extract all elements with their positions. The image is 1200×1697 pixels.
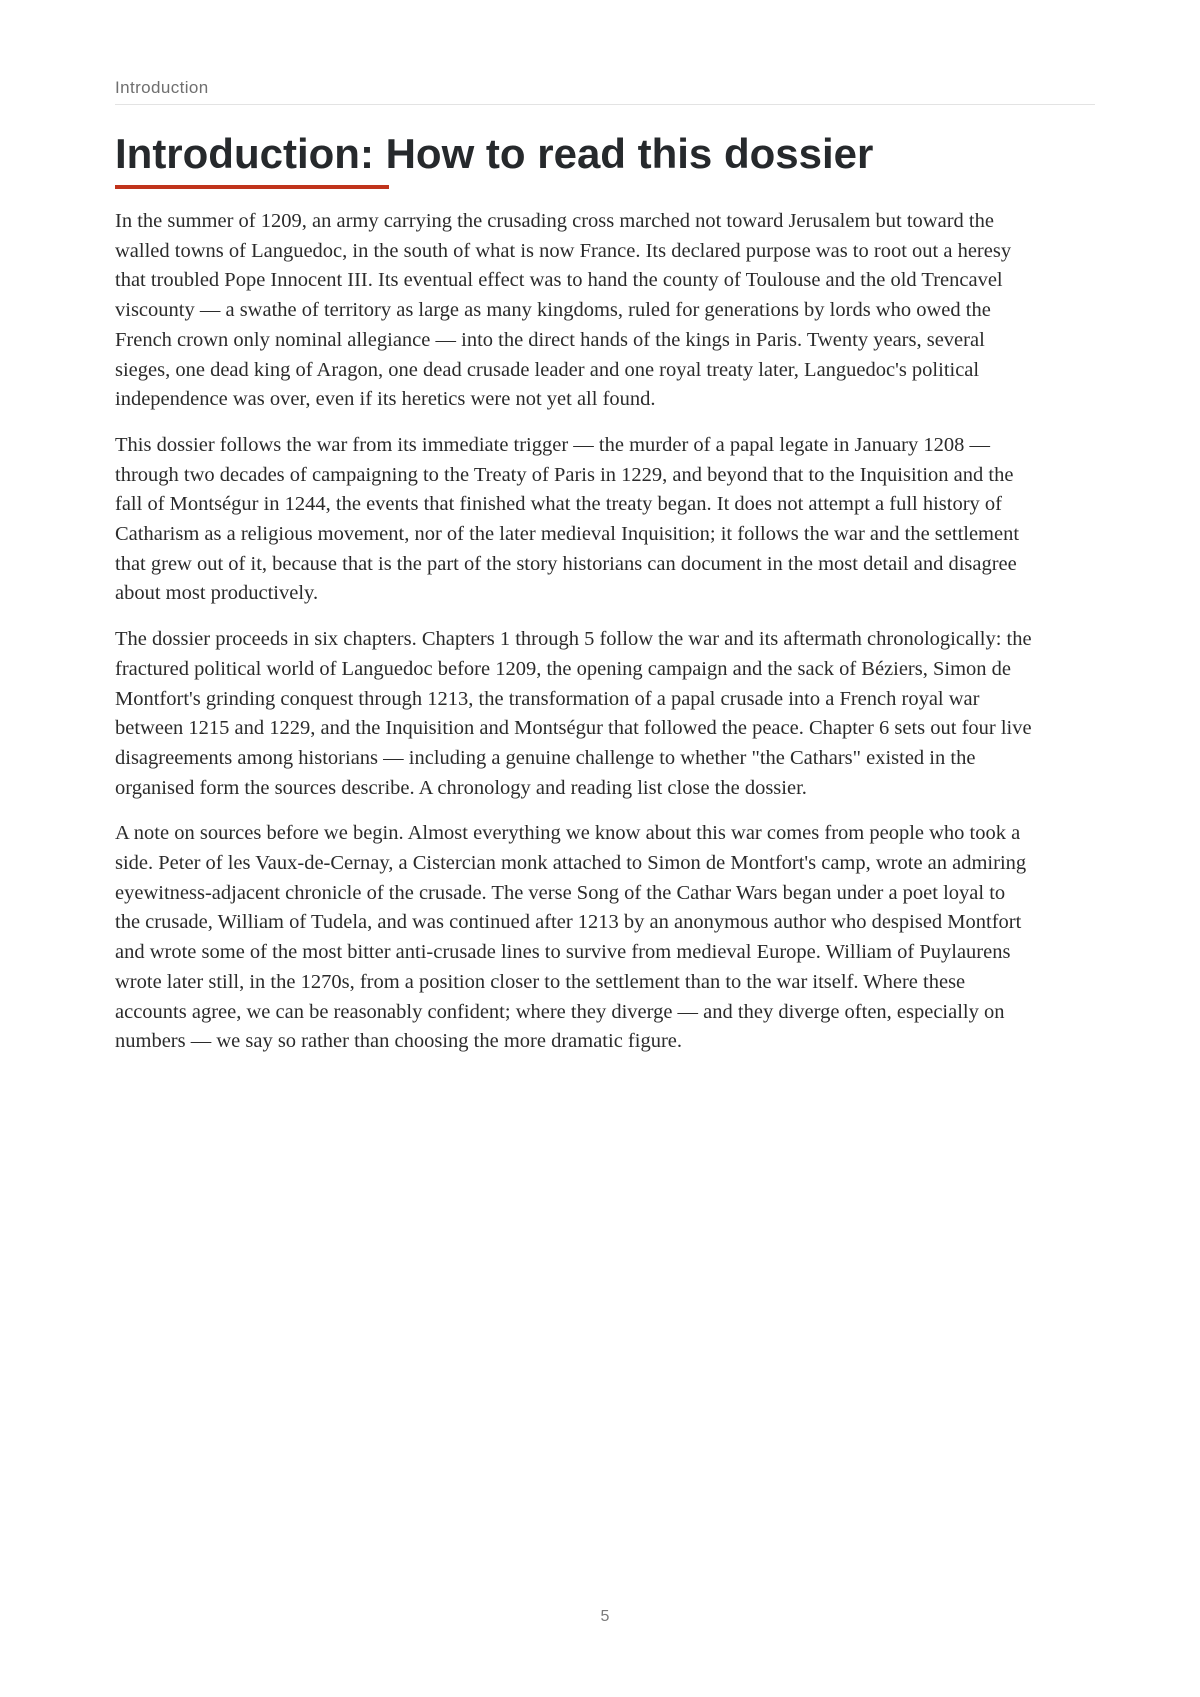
paragraph-1: In the summer of 1209, an army carrying the crusading cross marched not toward Jerusalem but toward the walled towns of Languedoc, in the south of what is now France. Its declared purpose was to root out a heresy that troubled Pope Innocent III. Its eventual effect was to hand the county of Toulouse and the old Trencavel viscounty — a swathe of territory as large as many kingdoms, ruled for generations by lords who owed the French crown only nominal allegiance — into the direct hands of the kings in Paris. Twenty years, several sieges, one dead king of Aragon, one dead crusade leader and one royal treaty later, Languedoc's political independence was over, even if its heretics were not yet all found. bbox=[115, 210, 1012, 411]
running-header: Introduction bbox=[115, 78, 1095, 105]
page-number: 5 bbox=[600, 1608, 610, 1625]
paragraph-2: This dossier follows the war from its immediate trigger — the murder of a papal legate in January 1208 — through two decades of campaigning to the Treaty of Paris in 1229, and beyond that to the Inquisition and the fall of Montségur in 1244, the events that finished what the treaty began. It does not attempt a full history of Catharism as a religious movement, nor of the later medieval Inquisition; it follows the war and the settlement that grew out of it, because that is the part of the story historians can document in the most detail and disagree about most productively. bbox=[115, 433, 1020, 605]
paragraph-4: A note on sources before we begin. Almost everything we know about this war comes from people who took a side. Peter of les Vaux-de-Cernay, a Cistercian monk attached to Simon de Montfort's camp, wrote an admiring eyewitness-adjacent chronicle of the crusade. The verse Song of the Cathar Wars began under a poet loyal to the crusade, William of Tudela, and was continued after 1213 by an anonymous author who despised Montfort and wrote some of the most bitter anti-crusade lines to survive from medieval Europe. William of Puylaurens wrote later still, in the 1270s, from a position closer to the settlement than to the war itself. Where these accounts agree, we can be reasonably confident; where they diverge — and they diverge often, especially on numbers — we say so rather than choosing the more dramatic figure. bbox=[115, 822, 1027, 1053]
title-underline bbox=[115, 185, 389, 189]
document-page bbox=[115, 0, 1095, 1697]
page-title: Introduction: How to read this dossier bbox=[115, 130, 874, 177]
body-text bbox=[115, 207, 1035, 1073]
paragraph-3: The dossier proceeds in six chapters. Chapters 1 through 5 follow the war and its aftermath chronologically: the fractured political world of Languedoc before 1209, the opening campaign and the sack of Béziers, Simon de Montfort's grinding conquest through 1213, the transformation of a papal crusade into a French royal war between 1215 and 1229, and the Inquisition and Montségur that followed the peace. Chapter 6 sets out four live disagreements among historians — including a genuine challenge to whether "the Cathars" existed in the organised form the sources describe. A chronology and reading list close the dossier. bbox=[115, 628, 1032, 799]
